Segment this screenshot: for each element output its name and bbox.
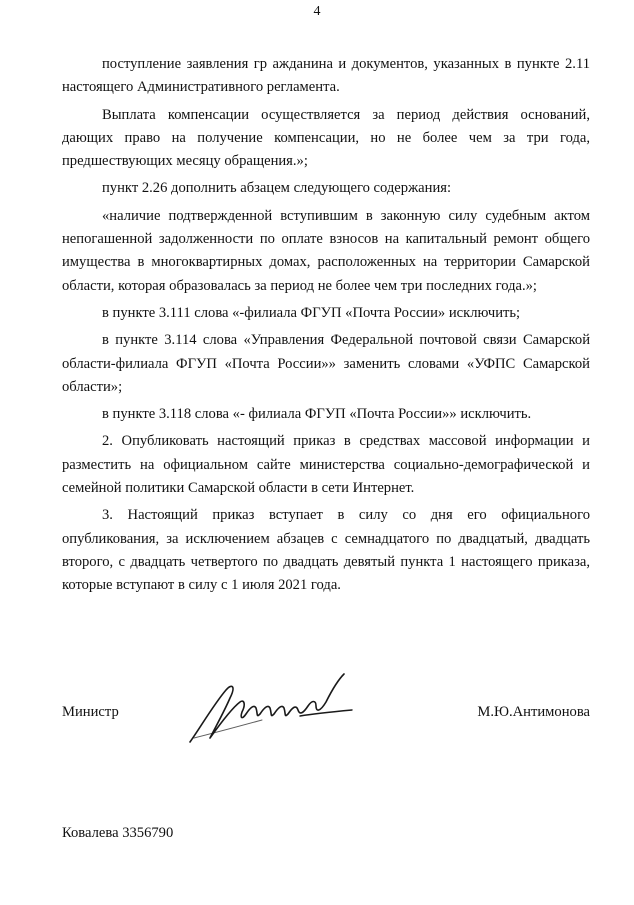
signer-name: М.Ю.Антимонова [477,704,590,720]
paragraph-8: 2. Опубликовать настоящий приказ в средствах массовой информации и разместить на официальном сайте министерства социально-демографической и семейной политики Самарской области в сети Интернет. [62,433,590,497]
page-number: 4 [313,4,321,19]
signer-position: Министр [62,704,119,720]
paragraph-1: поступление заявления гр ажданина и документов, указанных в пункте 2.11 настоящего Административного регламента. [62,56,590,96]
signature-block [62,700,590,730]
paragraph-4: «наличие подтвержденной вступившим в законную силу судебным актом непогашенной задолженности по оплате взносов на капитальный ремонт общего имущества в многоквартирных домах, расположенных на территории Самарской области, которая образовалась за период не более чем три последних года.»; [62,207,590,294]
paragraph-9: 3. Настоящий приказ вступает в силу со дня его официального опубликования, за исключением абзацев с семнадцатого по двадцатый, двадцать второго, с двадцать четвертого по двадцать девятый пункта 1 настоящего приказа, которые вступают в силу с 1 июля 2021 года. [62,507,590,594]
executor-contact: Ковалева 3356790 [62,825,174,841]
document-body [62,53,590,602]
paragraph-6: в пункте 3.114 слова «Управления Федеральной почтовой связи Самарской области-филиала ФГУП «Почта России»» заменить словами «УФПС Самарской области»; [62,332,590,395]
paragraph-2: Выплата компенсации осуществляется за период действия оснований, дающих право на получение компенсации, но не более чем за три года, предшествующих месяцу обращения.»; [62,106,590,170]
paragraph-7: в пункте 3.118 слова «- филиала ФГУП «Почта России»» исключить. [102,406,532,423]
paragraph-5: в пункте 3.111 слова «-филиала ФГУП «Почта России» исключить; [102,304,521,321]
paragraph-3: пункт 2.26 дополнить абзацем следующего содержания: [102,180,452,197]
